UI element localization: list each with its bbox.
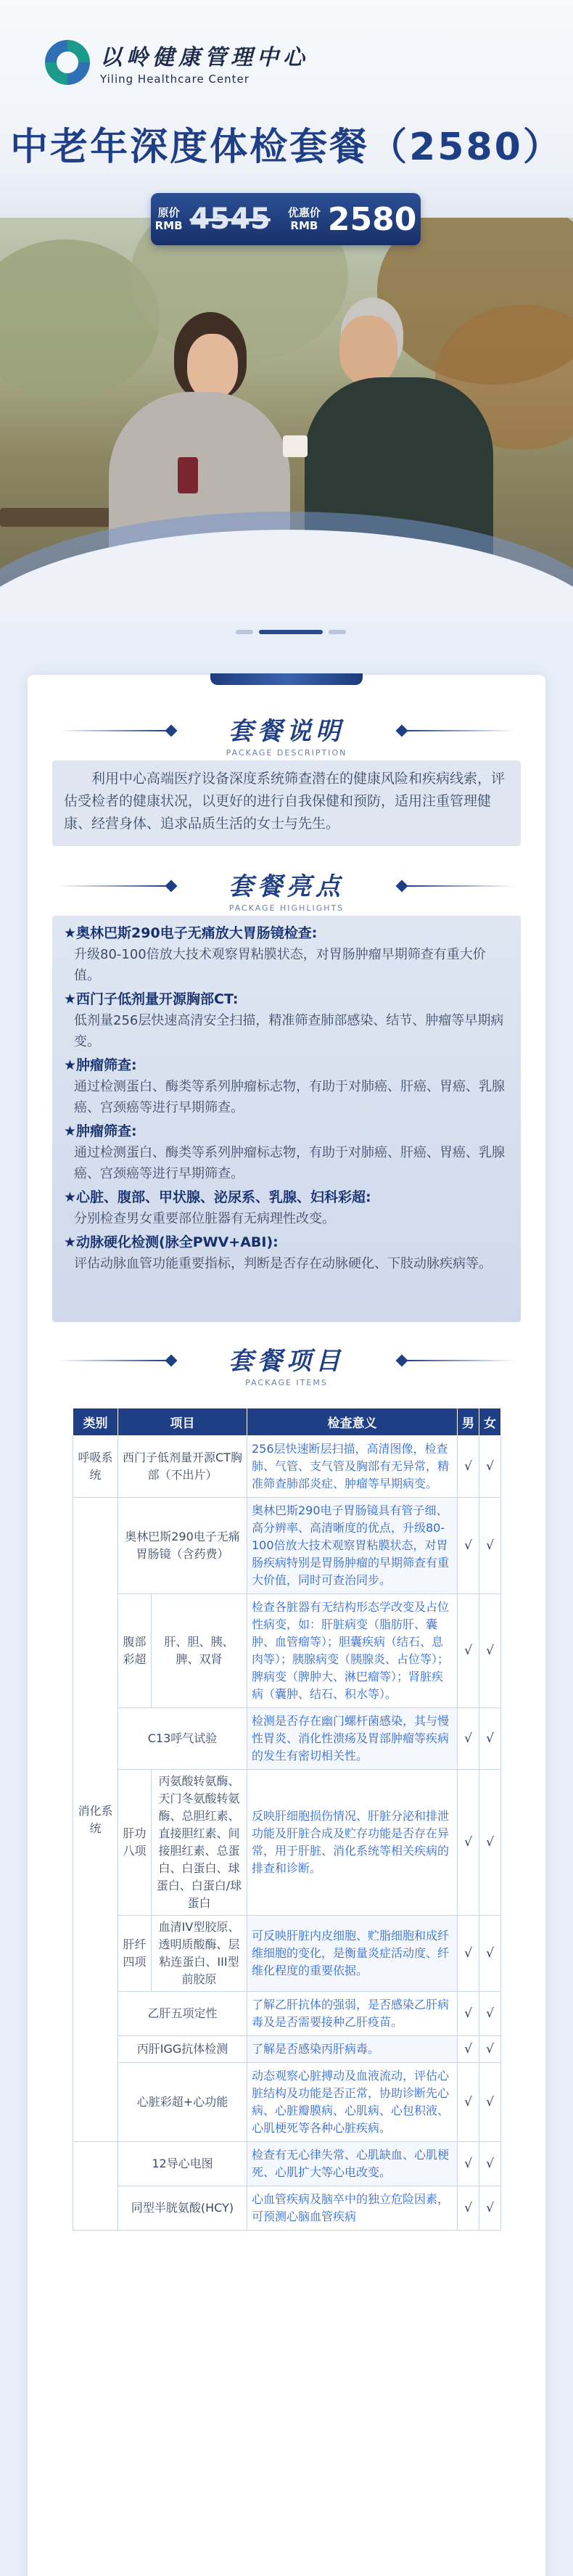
- col-header-meaning: 检查意义: [247, 1408, 458, 1436]
- meaning-cell: 了解是否感染丙肝病毒。: [247, 2036, 458, 2063]
- highlight-item: ★心脏、腹部、甲状腺、泌尿系、乳腺、妇科彩超: 分别检查男女重要部位脏器有无病理性改变。: [64, 1189, 371, 1226]
- discount-price: 2580: [327, 200, 417, 238]
- male-check: √: [458, 2063, 479, 2142]
- category-cell: 呼吸系统: [73, 1436, 118, 1498]
- table-row: [73, 1498, 501, 1594]
- original-price: 4545: [189, 202, 271, 236]
- table-row: [73, 2036, 501, 2063]
- female-check: √: [479, 1992, 501, 2036]
- page-title: 中老年深度体检套餐（2580）: [10, 126, 563, 169]
- item-cell: 奥林巴斯290电子无痛胃肠镜（含药费）: [118, 1498, 247, 1594]
- table-row: [73, 1992, 501, 2036]
- table-row: [73, 1770, 501, 1916]
- highlight-item: ★西门子低剂量开源胸部CT: 低剂量256层快速高清安全扫描，精准筛查肺部感染、结节、肿瘤等早期病变。: [64, 991, 504, 1049]
- carousel-dot[interactable]: [329, 630, 346, 634]
- group-cell: 腹部彩超: [118, 1594, 152, 1708]
- table-header: [73, 1408, 501, 1436]
- category-cell: [73, 2142, 118, 2231]
- meaning-cell: 动态观察心脏搏动及血液流动，评估心脏结构及功能是否正常，协助诊断先心病、心脏瓣膜病、心肌病、心包积液、心肌梗死等各种心脏疾病。: [247, 2063, 458, 2142]
- meaning-cell: 检查有无心律失常、心肌缺血、心肌梗死、心肌扩大等心电改变。: [247, 2142, 458, 2186]
- hero-photo: [0, 218, 573, 624]
- meaning-cell: 检查各脏器有无结构形态学改变及占位性病变，如：肝脏病变（脂肪肝、囊肿、血管瘤等）；胆囊疾病（结石、息肉等）；胰腺病变（胰腺炎、占位等）；脾病变（脾肿大、淋巴瘤等）；肾脏疾病（囊肿、结石、积水等）。: [247, 1594, 458, 1708]
- meaning-cell: 可反映肝脏内皮细胞、贮脂细胞和成纤维细胞的变化，是衡量炎症活动度、纤维化程度的重要依据。: [247, 1916, 458, 1992]
- female-check: √: [479, 2063, 501, 2142]
- female-check: √: [479, 1436, 501, 1498]
- item-cell: 丙氨酸转氨酶、天门冬氨酸转氨酶、总胆红素、直接胆红素、间接胆红素、总蛋白、白蛋白、球蛋白、白蛋白/球蛋白: [152, 1770, 247, 1916]
- package-description: 利用中心高端医疗设备深度系统筛查潜在的健康风险和疾病线索，评估受检者的健康状况，以更好的进行自我保健和预防，适用注重管理健康、经营身体、追求品质生活的女士与先生。: [52, 760, 521, 846]
- female-check: √: [479, 1594, 501, 1708]
- item-cell: 丙肝IGG抗体检测: [118, 2036, 247, 2063]
- item-cell: C13呼气试验: [118, 1708, 247, 1770]
- male-check: √: [458, 1992, 479, 2036]
- female-check: √: [479, 1708, 501, 1770]
- item-cell: 血清IV型胶原、透明质酸酶、层粘连蛋白、III型前胶原: [152, 1916, 247, 1992]
- original-price-label: 原价 RMB: [154, 206, 183, 232]
- table-row: [73, 1708, 501, 1770]
- item-cell: 同型半胱氨酸(HCY): [118, 2186, 247, 2231]
- col-header-category: 类别: [73, 1408, 118, 1436]
- carousel-indicator[interactable]: [236, 630, 346, 634]
- section-title-items: 套餐项目 PACKAGE ITEMS: [0, 1341, 573, 1387]
- item-cell: 肝、胆、胰、脾、双肾: [152, 1594, 247, 1708]
- meaning-cell: 检测是否存在幽门螺杆菌感染，其与慢性胃炎、消化性溃疡及胃部肿瘤等疾病的发生有密切相关性。: [247, 1708, 458, 1770]
- male-check: √: [458, 2142, 479, 2186]
- highlight-item: ★肿瘤筛查: 通过检测蛋白、酶类等系列肿瘤标志物，有助于对肺癌、肝癌、胃癌、乳腺癌、宫颈癌等进行早期筛查。: [64, 1057, 505, 1115]
- brand-name-en: Yiling Healthcare Center: [100, 73, 250, 86]
- male-check: √: [458, 1770, 479, 1916]
- col-header-item: 项目: [118, 1408, 247, 1436]
- female-check: √: [479, 1916, 501, 1992]
- table-row: [73, 2186, 501, 2231]
- meaning-cell: 奥林巴斯290电子胃肠镜具有管子细、高分辨率、高清晰度的优点，升级80-100倍放大技术观察胃粘膜状态，对胃肠疾病特别是胃肠肿瘤的早期筛查有重大价值，同时可查治同步。: [247, 1498, 458, 1594]
- male-check: √: [458, 1708, 479, 1770]
- male-check: √: [458, 2186, 479, 2231]
- group-cell: 肝功八项: [118, 1770, 152, 1916]
- col-header-male: 男: [458, 1408, 479, 1436]
- carousel-dot-active[interactable]: [259, 630, 323, 634]
- male-check: √: [458, 1498, 479, 1594]
- meaning-cell: 了解乙肝抗体的强弱，是否感染乙肝病毒及是否需要接种乙肝疫苗。: [247, 1992, 458, 2036]
- table-row: [73, 2063, 501, 2142]
- card-tab-decoration: [210, 673, 363, 685]
- meaning-cell: 256层快速断层扫描，高清图像，检查肺、气管、支气管及胸部有无异常，精准筛查肺部炎症、肿瘤等早期病变。: [247, 1436, 458, 1498]
- brand-name-cn: 以岭健康管理中心: [100, 45, 309, 70]
- discount-price-label: 优惠价 RMB: [287, 206, 321, 232]
- category-cell: 消化系统: [73, 1498, 118, 2142]
- meaning-cell: 反映肝细胞损伤情况、肝脏分泌和排泄功能及肝脏合成及贮存功能是否存在异常，用于肝脏、消化系统等相关疾病的排查和诊断。: [247, 1770, 458, 1916]
- male-check: √: [458, 2036, 479, 2063]
- highlight-item: ★动脉硬化检测(脉全PWV+ABI): 评估动脉血管功能重要指标，判断是否存在动脉硬化、下肢动脉疾病等。: [64, 1234, 492, 1271]
- male-check: √: [458, 1594, 479, 1708]
- items-table: [73, 1408, 501, 2231]
- meaning-cell: 心血管疾病及脑卒中的独立危险因素，可预测心脑血管疾病: [247, 2186, 458, 2231]
- female-check: √: [479, 1498, 501, 1594]
- logo-icon: [45, 40, 90, 85]
- section-title-description: 套餐说明 PACKAGE DESCRIPTION: [0, 711, 573, 758]
- female-check: √: [479, 2036, 501, 2063]
- female-check: √: [479, 1770, 501, 1916]
- section-title-highlights: 套餐亮点 PACKAGE HIGHLIGHTS: [0, 866, 573, 913]
- highlight-item: ★肿瘤筛查: 通过检测蛋白、酶类等系列肿瘤标志物，有助于对肺癌、肝癌、胃癌、乳腺癌、宫颈癌等进行早期筛查。: [64, 1123, 505, 1181]
- female-check: √: [479, 2186, 501, 2231]
- table-row: [73, 1594, 501, 1708]
- item-cell: 心脏彩超+心功能: [118, 2063, 247, 2142]
- col-header-female: 女: [479, 1408, 501, 1436]
- group-cell: 肝纤四项: [118, 1916, 152, 1992]
- brand-logo: [45, 39, 309, 86]
- male-check: √: [458, 1916, 479, 1992]
- table-row: [73, 1916, 501, 1992]
- price-badge: [151, 193, 421, 245]
- item-cell: 西门子低剂量开源CT胸部（不出片）: [118, 1436, 247, 1498]
- table-row: [73, 1436, 501, 1498]
- item-cell: 12导心电图: [118, 2142, 247, 2186]
- item-cell: 乙肝五项定性: [118, 1992, 247, 2036]
- female-check: √: [479, 2142, 501, 2186]
- highlights-list: [52, 916, 521, 1322]
- carousel-dot[interactable]: [236, 630, 253, 634]
- male-check: √: [458, 1436, 479, 1498]
- table-row: [73, 2142, 501, 2186]
- highlight-item: ★奥林巴斯290电子无痛放大胃肠镜检查: 升级80-100倍放大技术观察胃粘膜状态，对胃肠肿瘤早期筛查有重大价值。: [64, 925, 486, 983]
